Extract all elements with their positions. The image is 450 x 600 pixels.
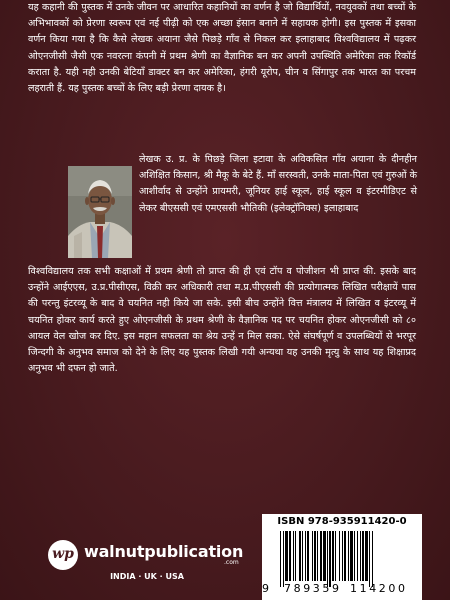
barcode-bar (369, 531, 370, 587)
barcode-bar (285, 531, 288, 581)
barcode-bar (344, 531, 346, 581)
barcode-bars (270, 531, 416, 589)
barcode-bar (312, 531, 313, 581)
barcode-bar (289, 531, 291, 581)
barcode-digit-group-2: 114200 (350, 582, 408, 595)
barcode-bar (302, 531, 303, 581)
blurb-paragraph: यह कहानी की पुस्तक में उनके जीवन पर आधारित कहानियों का वर्णन है जो विद्यार्थियों, नवयुवकों तथा बच्चों के अभिभावकों को प्रेरणा स्वरूप एवं नई पीढ़ी को एक अच्छा इंसान बनाने में सहायक होगी। इस पुस्तक में इसका वर्णन किया गया है कि कैसे लेखक अयाना जैसे पिछड़े गाँव से निकल कर इलाहाबाद विश्वविद्यालय में पढ़कर ओएनजीसी जैसी एक नवरत्ना कंपनी में प्रथम श्रेणी का वैज्ञानिक बन कर अपनी उपस्थिति अमेरिका तक रिकॉर्ड कराता है. यही नही उनकी बेटियाँ डाक्टर बन कर अमेरिका, हंगरी यूरोप, चीन व सिंगापुर तक भारत का परचम लहराती हैं. यह पुस्तक बच्चों के लिए बड़ी प्रेरणा दायक है। (28, 2, 416, 95)
publisher-countries: INDIA · UK · USA (110, 572, 184, 581)
barcode-bar (362, 531, 364, 581)
barcode-bar (342, 531, 343, 581)
barcode-bar (348, 531, 349, 581)
barcode-bar (327, 531, 328, 587)
publisher-logo-icon: wp (48, 540, 78, 570)
barcode-bar (372, 531, 373, 587)
barcode-bar (314, 531, 316, 581)
publisher-domain: .com (224, 559, 239, 566)
isbn-barcode (262, 514, 422, 600)
barcode-bar (299, 531, 301, 581)
author-bio-paragraph: लेखक उ. प्र. के पिछड़े जिला इटावा के अविकसित गाँव अयाना के दीनहीन अशिक्षित किसान, श्री मैकू के बेटे हैं. माँ सरस्वती, उनके माता-पिता एवं गुरुओं के आशीर्वाद से उन्होंने प्रायमरी, जूनियर हाई स्कूल, हाई स्कूल व इंटरमीडिएट से लेकर बीएससी एवं एमएससी भौतिकी (इलेक्ट्रॉनिक्स) इलाहाबाद (139, 154, 417, 214)
barcode-bar (307, 531, 309, 581)
barcode-bar (339, 531, 340, 581)
barcode-bar (335, 531, 336, 581)
barcode-digit-group-1: 789359 (284, 582, 342, 595)
barcode-bar (293, 531, 294, 581)
barcode-bar (283, 531, 284, 587)
barcode-bar (317, 531, 318, 581)
barcode-bar (350, 531, 353, 581)
publisher-name: walnutpublication (84, 542, 244, 561)
barcode-bar (320, 531, 322, 581)
barcode-bar (354, 531, 355, 581)
barcode-bar (323, 531, 326, 581)
author-photo (68, 166, 132, 258)
publisher-logo (48, 538, 248, 574)
isbn-label: ISBN 978-935911420-0 (277, 516, 407, 527)
barcode-first-digit: 9 (262, 582, 269, 595)
barcode-bar (365, 531, 368, 581)
author-achievements-paragraph: विश्वविद्यालय तक सभी कक्षाओं में प्रथम श्रेणी तो प्राप्त की ही एवं टॉप व पोजीशन भी प्राप्त की. इसके बाद उन्होंने आईएएस, उ.प्र.पीसीएस, विक्री कर अधिकारी तथा म.प्र.पीएससी की प्रत्योगात्मक लिखित परीक्षायें पास की परन्तु इंटरव्यू के बाद वे चयनित नही किये जा सके. इसी बीच उन्होंने वित्त मंत्रालय में लिखित व इंटरव्यू में चयनित होकर कार्य करते हुए ओएनजीसी के प्रथम श्रेणी के वैज्ञानिक पद पर चयनित होकर ओएनजीसी को ८० आयल वेल खोज कर दिए. इस महान सफलता का श्रेय उन्हें न मिल सका. ऐसे संघर्षपूर्ण व उपलब्धियों से भरपूर जिन्दगी के अनुभव समाज को देने के लिए यह पुस्तक लिखी गयी अन्यथा यह उनकी मृत्यु के साथ यह शिक्षाप्रद अनुभव भी दफन हो जाते. (28, 266, 416, 375)
barcode-bar (357, 531, 358, 581)
barcode-bar (329, 531, 331, 587)
barcode-bar (332, 531, 334, 581)
barcode-bar (295, 531, 296, 581)
barcode-bar (305, 531, 306, 581)
barcode-bar (360, 531, 361, 581)
barcode-bar (280, 531, 281, 587)
